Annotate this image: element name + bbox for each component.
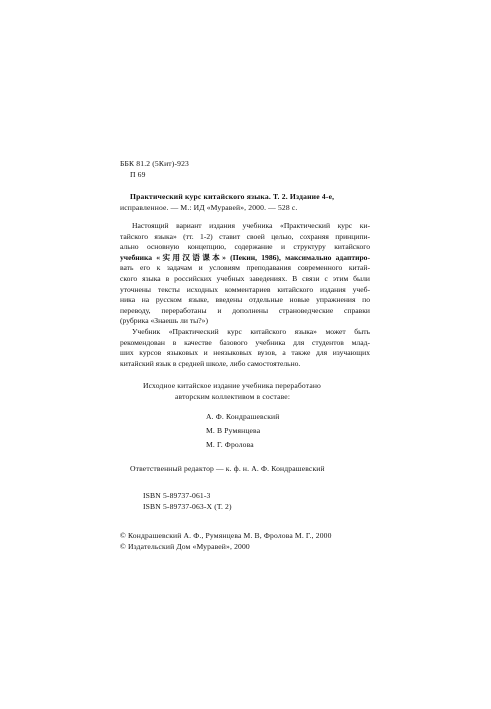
responsible-editor: Ответственный редактор — к. ф. н. А. Ф. Кондрашевский [130,464,325,473]
copyright-publisher: © Издательский Дом «Муравей», 2000 [120,542,250,551]
annotation-line: Настоящий вариант издания учебника «Практический курс ки- [132,221,370,230]
revision-note-line-1: Исходное китайское издание учебника переработано [143,381,322,390]
reviser-author: М. В Румянцева [206,426,261,435]
title-line-2: исправленное. — М.: ИД «Муравей», 2000. — 528 с. [120,203,298,212]
annotation-line: Учебник «Практический курс китайского языка» может быть [132,327,370,336]
title-line-1: Практический курс китайского языка. Т. 2. Издание 4-е, [130,192,335,201]
revision-note-line-2: авторским коллективом в составе: [175,392,291,401]
annotation-line: рекомендован в качестве базового учебника для студентов млад- [120,337,370,347]
author-mark: П 69 [130,170,146,179]
annotation-line: переводу, переработаны и дополнены страноведческие справки [120,305,370,315]
reviser-author: М. Г. Фролова [206,440,254,449]
annotation-para-2 [120,327,370,369]
annotation-line: китайский язык в средней школе, либо самостоятельно. [120,358,301,368]
annotation-line: тайского языка» (тт. 1-2) ставит своей целью, сохраняя принципи- [120,231,370,241]
annotation-line: учебника «实用汉语课本» (Пекин, 1986), максимально адаптиро- [120,252,370,262]
reviser-author: А. Ф. Кондрашевский [206,412,280,421]
annotation-line: (рубрика «Знаешь ли ты?») [120,316,208,326]
annotation-para-1 [120,221,370,327]
copyright-authors: © Кондрашевский А. Ф., Румянцева М. В, Фролова М. Г., 2000 [120,531,332,540]
isbn-set: ISBN 5-89737-061-3 [143,491,211,500]
annotation-line: ника на русском языке, введены отдельные новые упражнения по [120,295,370,305]
annotation-line: ально основную концепцию, содержание и структуру китайского [120,242,370,252]
annotation-line: уточнены тексты исходных комментариев китайского издания учеб- [120,284,370,294]
bbk-code: ББК 81.2 (5Кит)-923 [120,159,189,168]
isbn-volume: ISBN 5-89737-063-X (Т. 2) [143,502,232,511]
annotation-line: ших курсов языковых и неязыковых вузов, а также для изучающих [120,348,370,358]
annotation-line: ского языка в российских учебных заведениях. В связи с этим были [120,273,370,283]
annotation-line: вать его к задачам и условиям преподавания современного китай- [120,263,370,273]
